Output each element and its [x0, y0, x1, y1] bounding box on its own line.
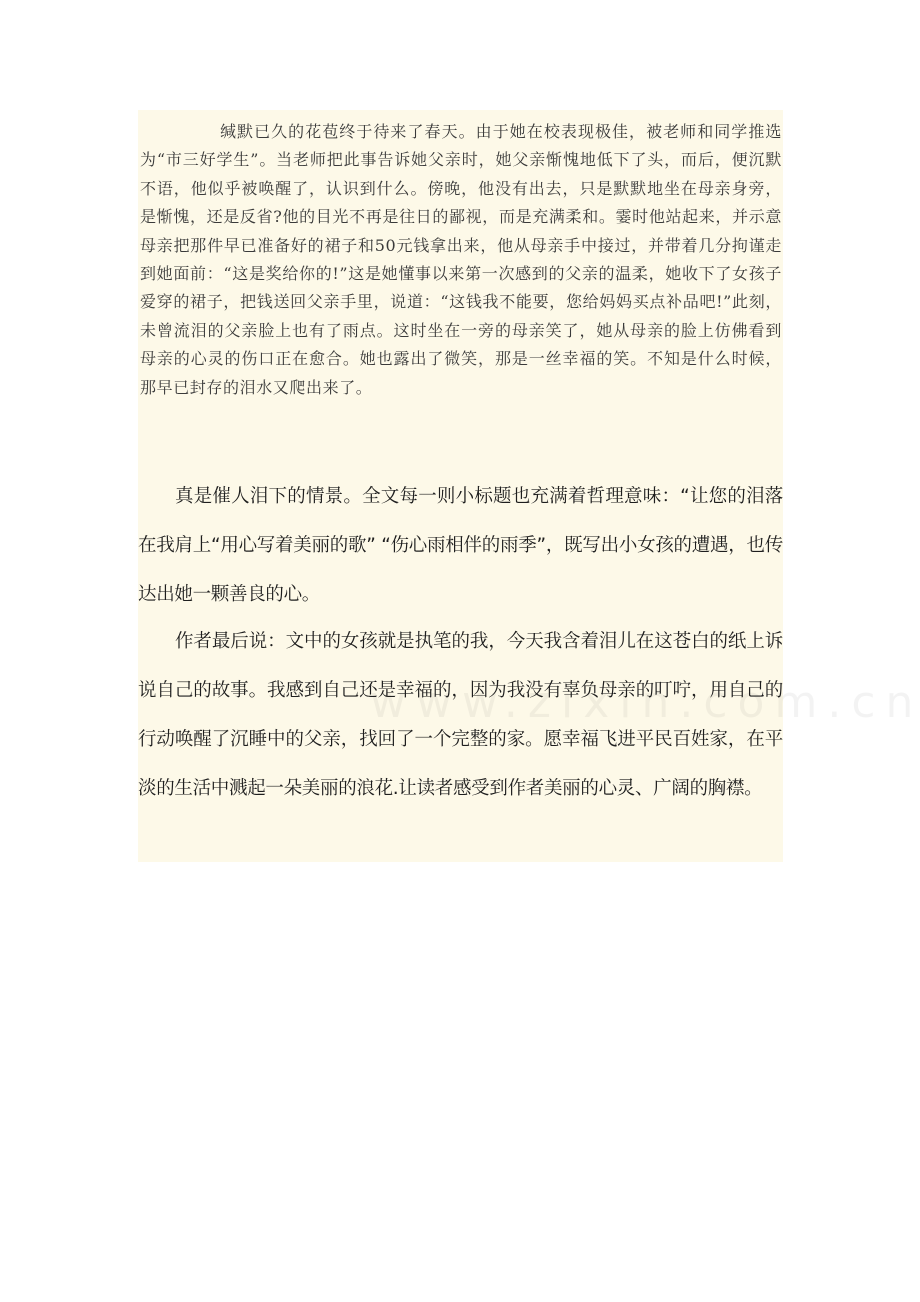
document-page: [138, 110, 783, 862]
commentary-paragraph-2: 作者最后说：文中的女孩就是执笔的我，今天我含着泪儿在这苍白的纸上诉说自己的故事。我感到自己还是幸福的，因为我没有辜负母亲的叮咛，用自己的行动唤醒了沉睡中的父亲，找回了一个完整的家。愿幸福飞进平民百姓家，在平淡的生活中溅起一朵美丽的浪花.让读者感受到作者美丽的心灵、广阔的胸襟。: [138, 631, 783, 799]
quoted-excerpt-paragraph: 缄默已久的花苞终于待来了春天。由于她在校表现极佳，被老师和同学推选为“市三好学生”。当老师把此事告诉她父亲时，她父亲惭愧地低下了头，而后，便沉默不语，他似乎被唤醒了，认识到什么。傍晚，他没有出去，只是默默地坐在母亲身旁，是惭愧，还是反省?他的目光不再是往日的鄙视，而是充满柔和。霎时他站起来，并示意母亲把那件早已准备好的裙子和50元钱拿出来，他从母亲手中接过，并带着几分拘谨走到她面前：“这是奖给你的!”这是她懂事以来第一次感到的父亲的温柔，她收下了女孩子爱穿的裙子，把钱送回父亲手里，说道：“这钱我不能要，您给妈妈买点补品吧!”此刻，未曾流泪的父亲脸上也有了雨点。这时坐在一旁的母亲笑了，她从母亲的脸上仿佛看到母亲的心灵的伤口正在愈合。她也露出了微笑，那是一丝幸福的笑。不知是什么时候，那早已封存的泪水又爬出来了。: [140, 122, 782, 397]
commentary-paragraph-1: 真是催人泪下的情景。全文每一则小标题也充满着哲理意味：“让您的泪落在我肩上“用心写着美丽的歌” “伤心雨相伴的雨季”，既写出小女孩的遭遇，也传达出她一颗善良的心。: [138, 486, 783, 605]
